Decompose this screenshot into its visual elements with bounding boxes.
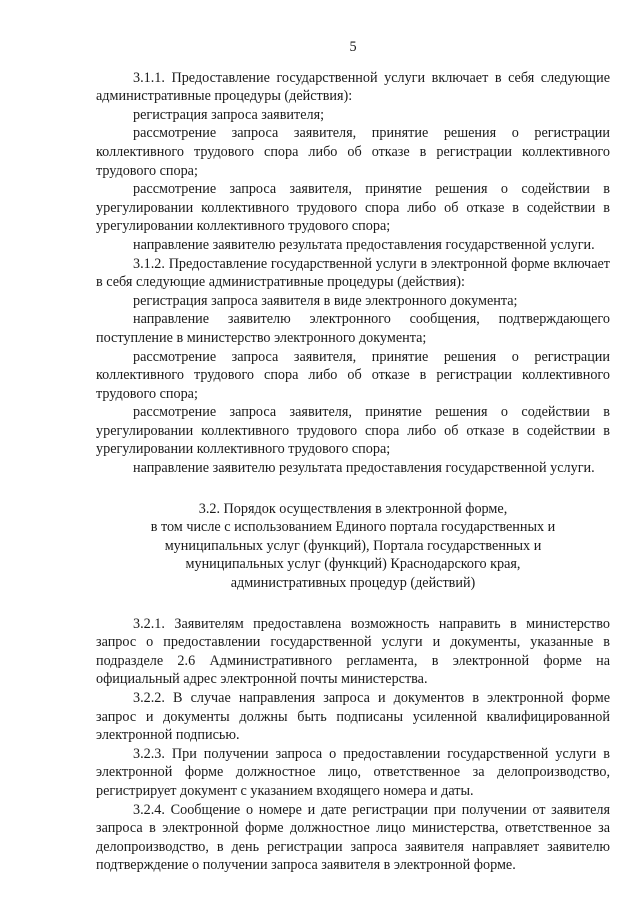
section-3-2-body [96, 615, 610, 875]
heading-line: муниципальных услуг (функций), Портала государственных и [164, 537, 542, 554]
page-number: 5 [349, 39, 357, 55]
heading-line: 3.2. Порядок осуществления в электронной форме, [198, 500, 508, 517]
paragraph: направление заявителю электронного сообщения, подтверждающего поступление в министерство электронного документа; [96, 311, 610, 346]
paragraph: направление заявителю результата предоставления государственной услуги. [133, 460, 595, 477]
paragraph: рассмотрение запроса заявителя, принятие решения о содействии в урегулировании коллективного трудового спора либо об отказе в содействии в урегулировании коллективного трудового спора; [96, 181, 610, 235]
paragraph: рассмотрение запроса заявителя, принятие решения о регистрации коллективного трудового спора либо об отказе в регистрации коллективного трудового спора; [96, 125, 610, 179]
paragraph: 3.1.2. Предоставление государственной услуги в электронной форме включает в себя следующие административные процедуры (действия): [96, 255, 610, 291]
paragraph: 3.1.1. Предоставление государственной услуги включает в себя следующие административные процедуры (действия): [96, 69, 610, 105]
paragraph: 3.2.1. Заявителям предоставлена возможность направить в министерство запрос о предоставлении государственной услуги и документы, указанные в подразделе 2.6 Административного регламента, в электронной форме на официальный адрес электронной почты министерства. [96, 615, 610, 688]
paragraph: 3.2.4. Сообщение о номере и дате регистрации при получении от заявителя запроса в электронной форме должностное лицо министерства, ответственное за делопроизводство, в день регистрации запроса заявителя направляет заявителю подтверждение о получении запроса заявителя в электронной форме. [96, 801, 610, 874]
heading-line: административных процедур (действий) [230, 575, 476, 592]
section-3-1-procedures [96, 69, 610, 478]
section-3-2-heading [96, 500, 610, 593]
paragraph: регистрация запроса заявителя в виде электронного документа; [133, 292, 518, 309]
heading-line: муниципальных услуг (функций) Краснодарского края, [185, 556, 521, 573]
paragraph: рассмотрение запроса заявителя, принятие решения о регистрации коллективного трудового спора либо об отказе в регистрации коллективного трудового спора; [96, 348, 610, 402]
paragraph: 3.2.3. При получении запроса о предоставлении государственной услуги в электронной форме должностное лицо, ответственное за делопроизводство, регистрирует документ с указанием входящего номера и даты. [96, 745, 610, 799]
heading-line: в том числе с использованием Единого портала государственных и [150, 519, 556, 536]
paragraph: направление заявителю результата предоставления государственной услуги. [133, 236, 595, 253]
paragraph: рассмотрение запроса заявителя, принятие решения о содействии в урегулировании коллективного трудового спора либо об отказе в содействии в урегулировании коллективного трудового спора; [96, 404, 610, 458]
paragraph: 3.2.2. В случае направления запроса и документов в электронной форме запрос и документы должны быть подписаны усиленной квалифицированной электронной подписью. [96, 690, 610, 744]
paragraph: регистрация запроса заявителя; [133, 106, 325, 123]
